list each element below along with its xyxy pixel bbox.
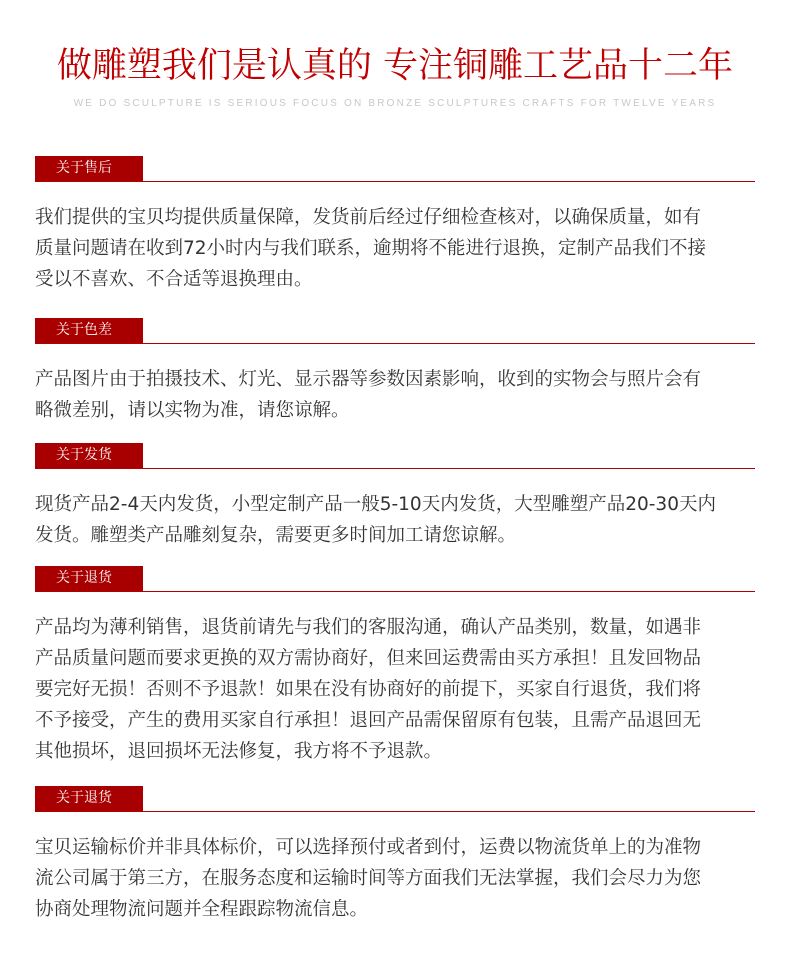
page-title: 做雕塑我们是认真的 专注铜雕工艺品十二年 [56,46,734,86]
text-line: 宝贝运输标价并非具体标价，可以选择预付或者到付，运费以物流货单上的为准物 [35,837,702,858]
section-body [35,364,755,426]
text-line: 协商处理物流问题并全程跟踪物流信息。 [35,899,369,920]
section-header [35,318,755,344]
section-shipping [35,443,755,551]
section-header [35,156,755,182]
text-line: 流公司属于第三方，在服务态度和运输时间等方面我们无法掌握，我们会尽力为您 [35,868,702,889]
page-subtitle: WE DO SCULPTURE IS SERIOUS FOCUS ON BRONZE SCULPTURES CRAFTS FOR TWELVE YEARS [73,98,717,109]
text-line: 其他损坏，退回损坏无法修复，我方将不予退款。 [35,741,443,762]
section-tag: 关于退货 [35,786,143,811]
section-header [35,786,755,812]
text-line: 我们提供的宝贝均提供质量保障，发货前后经过仔细检查核对，以确保质量，如有 [35,207,702,228]
section-color-difference [35,318,755,426]
text-line: 产品均为薄利销售，退货前请先与我们的客服沟通，确认产品类别，数量，如遇非 [35,617,702,638]
section-tag: 关于发货 [35,443,143,468]
text-line: 不予接受，产生的费用买家自行承担！退回产品需保留原有包装，且需产品退回无 [35,710,702,731]
text-line: 要完好无损！否则不予退款！如果在没有协商好的前提下，买家自行退货，我们将 [35,679,702,700]
text-line: 受以不喜欢、不合适等退换理由。 [35,269,313,290]
text-line: 现货产品2-4天内发货，小型定制产品一般5-10天内发货，大型雕塑产品20-30天内 [35,494,716,515]
section-returns [35,566,755,767]
section-tag: 关于售后 [35,156,143,181]
text-line: 产品图片由于拍摄技术、灯光、显示器等参数因素影响，收到的实物会与照片会有 [35,369,702,390]
section-logistics [35,786,755,925]
section-body [35,489,755,551]
text-line: 略微差别，请以实物为准，请您谅解。 [35,400,350,421]
text-line: 产品质量问题而要求更换的双方需协商好，但来回运费需由买方承担！且发回物品 [35,648,702,669]
text-line: 发货。雕塑类产品雕刻复杂，需要更多时间加工请您谅解。 [35,525,517,546]
text-line: 质量问题请在收到72小时内与我们联系，逾期将不能进行退换，定制产品我们不接 [35,238,707,259]
section-after-sales [35,156,755,295]
section-tag: 关于色差 [35,318,143,343]
section-body [35,832,755,925]
section-tag: 关于退货 [35,566,143,591]
section-body [35,612,755,767]
section-header [35,566,755,592]
section-header [35,443,755,469]
section-body [35,202,755,295]
